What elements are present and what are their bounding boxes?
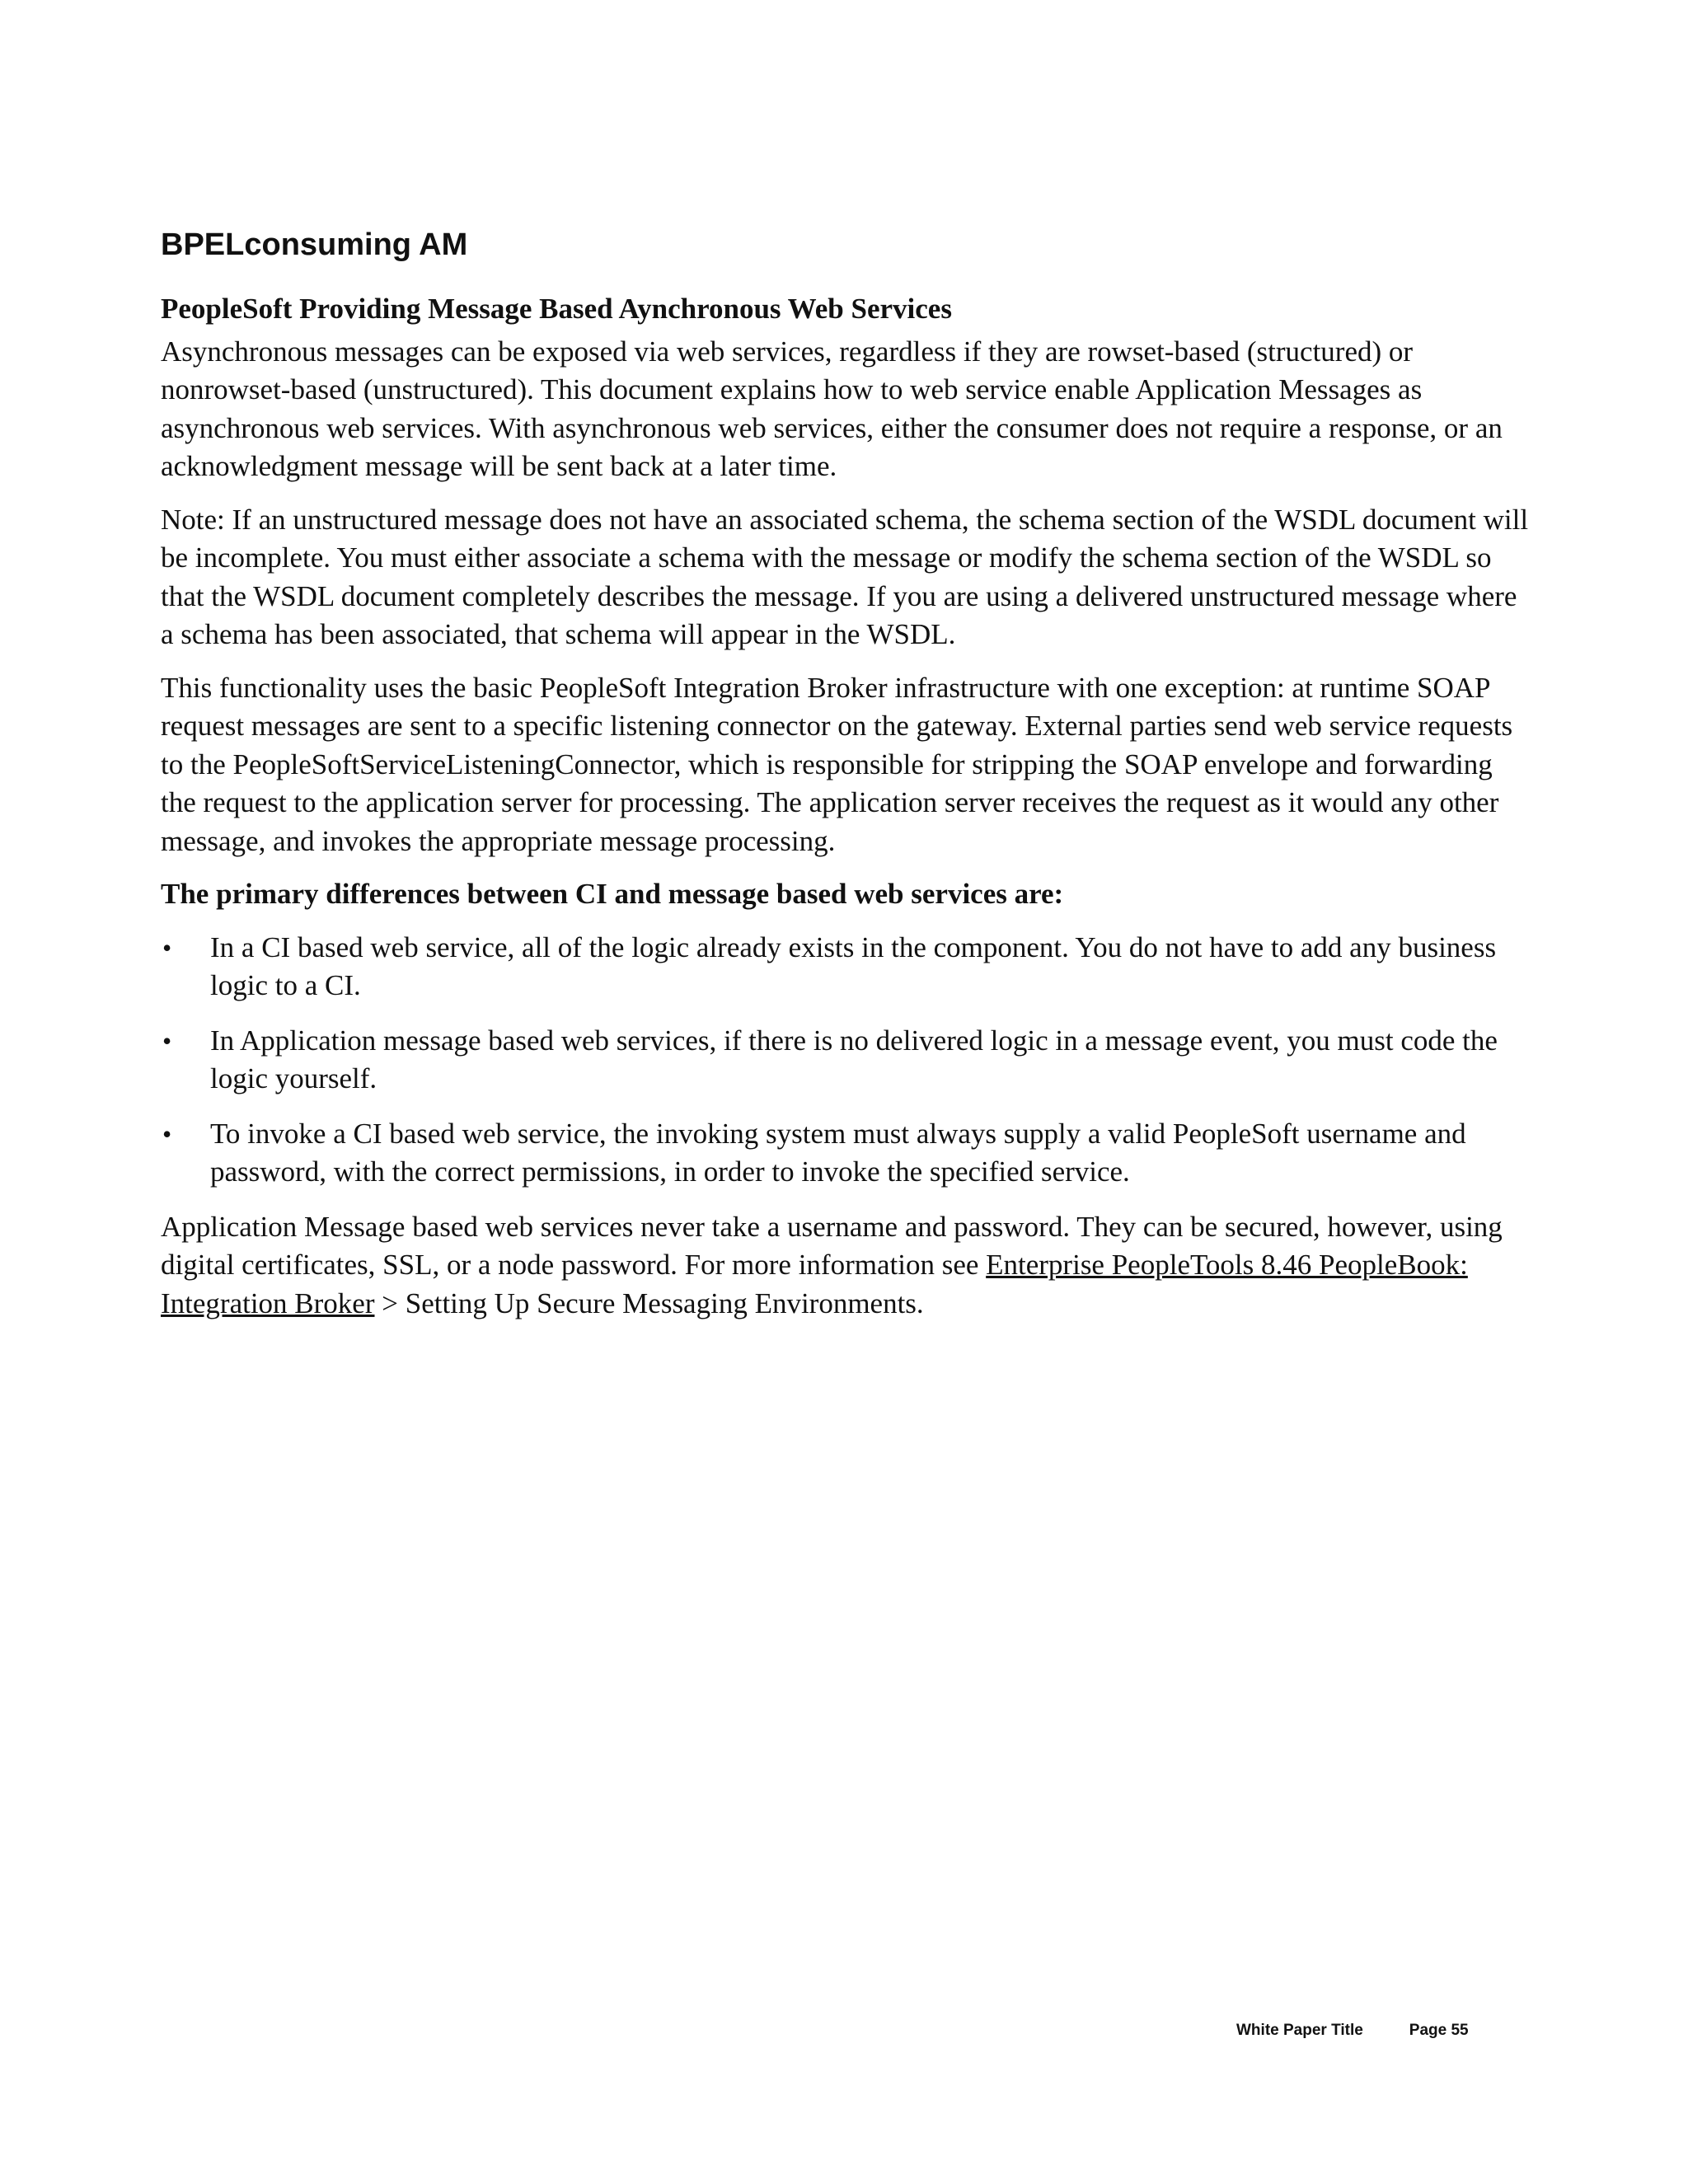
paragraph-note: Note: If an unstructured message does not have an associated schema, the schema section of the WSDL document will be incomplete. You must either associate a schema with the message or modify the schema section of the WSDL so that the WSDL document completely describes the message. If you are using a delivered unstructured message where a schema has been associated, that schema will appear in the WSDL. bbox=[161, 503, 1529, 651]
bullet-icon: • bbox=[162, 1118, 172, 1149]
paragraph-intro: Asynchronous messages can be exposed via web services, regardless if they are rowset-based (structured) or nonrowset-based (unstructured). This document explains how to web service enable Application Messages as asynchronous web services. With asynchronous web services, either the consumer does not require a response, or an acknowledgment message will be sent back at a later time. bbox=[161, 335, 1503, 483]
paragraph-functionality: This functionality uses the basic PeopleSoft Integration Broker infrastructure with one exception: at runtime SOAP request messages are sent to a specific listening connector on the gateway. External parties send web service requests to the PeopleSoftServiceListeningConnector, which is responsible for stripping the SOAP envelope and forwarding the request to the application server for processing. The application server receives the request as it would any other message, and invokes the appropriate message processing. bbox=[161, 671, 1513, 857]
list-item-text: To invoke a CI based web service, the invoking system must always supply a valid PeopleSoft username and password, with the correct permissions, in order to invoke the specified service. bbox=[210, 1117, 1466, 1188]
footer-title: White Paper Title bbox=[1236, 2022, 1363, 2039]
bullet-icon: • bbox=[162, 1025, 172, 1056]
footer-page-number: Page 55 bbox=[1409, 2022, 1469, 2039]
list-item bbox=[161, 1022, 1529, 1099]
bullet-icon: • bbox=[162, 932, 172, 963]
section-subheading: PeopleSoft Providing Message Based Aynchronous Web Services bbox=[161, 292, 952, 325]
document-page bbox=[161, 227, 1529, 1338]
list-item bbox=[161, 1115, 1529, 1192]
security-text-after: > Setting Up Secure Messaging Environments. bbox=[374, 1286, 924, 1319]
paragraph-security bbox=[161, 1208, 1529, 1324]
list-item-text: In Application message based web services, if there is no delivered logic in a message event, you must code the logic yourself. bbox=[210, 1024, 1498, 1095]
page-heading: BPELconsuming AM bbox=[161, 227, 468, 262]
peoplebook-link[interactable]: Enterprise PeopleTools 8.46 PeopleBook: Integration Broker bbox=[161, 1249, 1468, 1319]
security-text-before: Application Message based web services never take a username and password. They can be secured, however, using digital certificates, SSL, or a node password. For more information see bbox=[161, 1210, 1503, 1282]
page-footer bbox=[1236, 2022, 1469, 2040]
differences-heading: The primary differences between CI and message based web services are: bbox=[161, 878, 1064, 911]
differences-list bbox=[161, 929, 1529, 1192]
list-item-text: In a CI based web service, all of the logic already exists in the component. You do not have to add any business logic to a CI. bbox=[210, 930, 1497, 1002]
list-item bbox=[161, 929, 1529, 1005]
